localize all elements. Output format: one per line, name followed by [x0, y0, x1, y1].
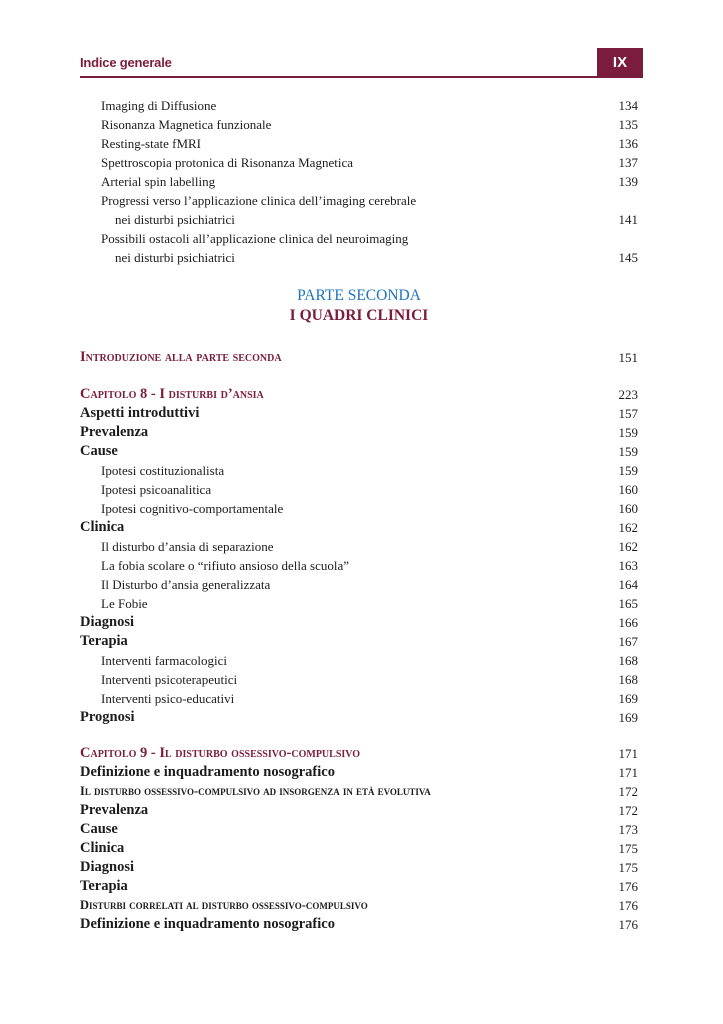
toc-entry[interactable] [80, 801, 638, 820]
toc-entry-title: Interventi psico-educativi [101, 691, 235, 706]
toc-entry-title: Terapia [80, 878, 128, 894]
chapter-8-entries [80, 404, 638, 727]
toc-entry-page: 176 [618, 917, 638, 932]
toc-entry[interactable] [80, 442, 638, 461]
toc-entry-page: 169 [618, 691, 638, 706]
toc-entry-title: Il Disturbo d’ansia generalizzata [101, 577, 271, 592]
toc-entry[interactable] [80, 461, 638, 480]
toc-entry-title: Il disturbo ossessivo-compulsivo ad insorgenza in età evolutiva [80, 784, 431, 798]
toc-entry[interactable] [80, 820, 638, 839]
toc-introduction[interactable] [80, 348, 638, 367]
toc-entry[interactable] [80, 172, 638, 191]
part-title: I QUADRI CLINICI [289, 307, 429, 324]
toc-entry[interactable] [80, 229, 638, 248]
toc-entry[interactable] [80, 839, 638, 858]
toc-entry[interactable] [80, 670, 638, 689]
toc-entry-title: Cause [80, 821, 118, 837]
toc-entry-page: 159 [618, 425, 638, 440]
toc-entry-title: Disturbi correlati al disturbo ossessivo-compulsivo [80, 898, 368, 912]
toc-entry[interactable] [80, 115, 638, 134]
toc-entry-title: La fobia scolare o “rifiuto ansioso della scuola” [101, 558, 349, 573]
toc-entry[interactable] [80, 96, 638, 115]
part-label: PARTE SECONDA [297, 287, 421, 304]
toc-entry-page: 168 [618, 653, 638, 668]
toc-entry-title: Ipotesi psicoanalitica [101, 482, 212, 497]
toc-entry-page: 176 [618, 879, 638, 894]
toc-entry-title: Prevalenza [80, 802, 149, 818]
toc-entry-page: 141 [618, 212, 638, 227]
toc-entry-page: 165 [618, 596, 638, 611]
toc-entry-title: Cause [80, 443, 118, 459]
toc-entry-title: Introduzione alla parte seconda [80, 349, 282, 365]
toc-entry[interactable] [80, 153, 638, 172]
toc-entry[interactable] [80, 689, 638, 708]
toc-entry-page: 173 [618, 822, 638, 837]
toc-entry[interactable] [80, 575, 638, 594]
toc-entry[interactable] [80, 782, 638, 801]
toc-entry-page: 169 [618, 710, 638, 725]
toc-entry-title: Progressi verso l’applicazione clinica dell’imaging cerebrale [101, 193, 417, 208]
toc-entry[interactable] [80, 896, 638, 915]
toc-entry[interactable] [80, 877, 638, 896]
toc-entry[interactable] [80, 134, 638, 153]
toc-entry[interactable] [80, 556, 638, 575]
toc-entry-title: Prognosi [80, 709, 135, 725]
toc-entry-title: Aspetti introduttivi [80, 405, 200, 421]
toc-entry[interactable] [80, 480, 638, 499]
toc-entry[interactable] [80, 763, 638, 782]
toc-entry[interactable] [80, 537, 638, 556]
toc-entry-page: 139 [618, 174, 638, 189]
toc-entry-page: 162 [618, 520, 638, 535]
toc-entry-title: Imaging di Diffusione [101, 98, 217, 113]
table-of-contents [80, 96, 638, 934]
toc-entry-title: Definizione e inquadramento nosografico [80, 764, 335, 780]
toc-entry-title: Il disturbo d’ansia di separazione [101, 539, 274, 554]
toc-entry-page: 172 [618, 784, 638, 799]
toc-entry-page: 134 [618, 98, 638, 113]
toc-entry-title: Ipotesi costituzionalista [101, 463, 225, 478]
toc-entry[interactable] [80, 632, 638, 651]
toc-entry[interactable] [80, 404, 638, 423]
toc-entry-title: Clinica [80, 840, 125, 856]
toc-entry[interactable] [80, 248, 638, 267]
toc-entry-page: 166 [618, 615, 638, 630]
toc-entry[interactable] [80, 915, 638, 934]
toc-entry[interactable] [80, 613, 638, 632]
toc-entry[interactable] [80, 499, 638, 518]
toc-entry-page: 159 [618, 463, 638, 478]
toc-entry-page: 167 [618, 634, 638, 649]
toc-entry-page: 172 [618, 803, 638, 818]
toc-entry-title: Resting-state fMRI [101, 136, 202, 151]
toc-entry[interactable] [80, 651, 638, 670]
toc-entry-title: nei disturbi psichiatrici [115, 212, 235, 227]
toc-entry-title: Arterial spin labelling [101, 174, 216, 189]
toc-entry-page: 164 [618, 577, 638, 592]
page-number: IX [597, 48, 643, 78]
toc-entry-title: Le Fobie [101, 596, 148, 611]
chapter-title: Capitolo 9 - Il disturbo ossessivo-compulsivo [80, 745, 361, 761]
toc-entry[interactable] [80, 518, 638, 537]
toc-entry[interactable] [80, 191, 638, 210]
chapter-8-heading[interactable] [80, 385, 638, 404]
toc-entry-page: 160 [618, 482, 638, 497]
intro-entries [80, 96, 638, 267]
toc-entry-page: 145 [618, 250, 638, 265]
toc-entry-page: 163 [618, 558, 638, 573]
toc-entry-page: 176 [618, 898, 638, 913]
toc-entry-title: Diagnosi [80, 614, 134, 630]
toc-entry-title: nei disturbi psichiatrici [115, 250, 235, 265]
toc-entry[interactable] [80, 594, 638, 613]
toc-entry-page: 157 [618, 406, 638, 421]
toc-entry-page: 151 [618, 350, 638, 365]
toc-entry-page: 159 [618, 444, 638, 459]
toc-entry[interactable] [80, 858, 638, 877]
running-header [80, 48, 643, 78]
toc-entry-title: Interventi psicoterapeutici [101, 672, 238, 687]
toc-entry-page: 160 [618, 501, 638, 516]
chapter-9-heading[interactable] [80, 744, 638, 763]
chapter-page: 171 [618, 746, 638, 761]
toc-entry-title: Possibili ostacoli all’applicazione clinica del neuroimaging [101, 231, 409, 246]
chapter-title: Capitolo 8 - I disturbi d’ansia [80, 386, 264, 402]
toc-entry[interactable] [80, 708, 638, 727]
toc-entry-page: 171 [618, 765, 638, 780]
toc-entry-title: Prevalenza [80, 424, 149, 440]
toc-entry-page: 135 [618, 117, 638, 132]
toc-entry-page: 137 [618, 155, 638, 170]
toc-entry[interactable] [80, 423, 638, 442]
toc-entry-title: Terapia [80, 633, 128, 649]
toc-entry-page: 175 [618, 841, 638, 856]
toc-entry-title: Interventi farmacologici [101, 653, 227, 668]
toc-entry-title: Diagnosi [80, 859, 134, 875]
toc-entry-page: 162 [618, 539, 638, 554]
toc-entry-page: 136 [618, 136, 638, 151]
toc-entry-title: Risonanza Magnetica funzionale [101, 117, 272, 132]
header-title: Indice generale [80, 55, 172, 70]
chapter-9-entries [80, 763, 638, 934]
toc-entry-title: Spettroscopia protonica di Risonanza Magnetica [101, 155, 353, 170]
toc-entry-page: 168 [618, 672, 638, 687]
toc-entry[interactable] [80, 210, 638, 229]
toc-entry-title: Definizione e inquadramento nosografico [80, 916, 335, 932]
chapter-page: 223 [618, 387, 638, 402]
toc-entry-title: Clinica [80, 519, 125, 535]
toc-entry-page: 175 [618, 860, 638, 875]
toc-entry-title: Ipotesi cognitivo-comportamentale [101, 501, 284, 516]
